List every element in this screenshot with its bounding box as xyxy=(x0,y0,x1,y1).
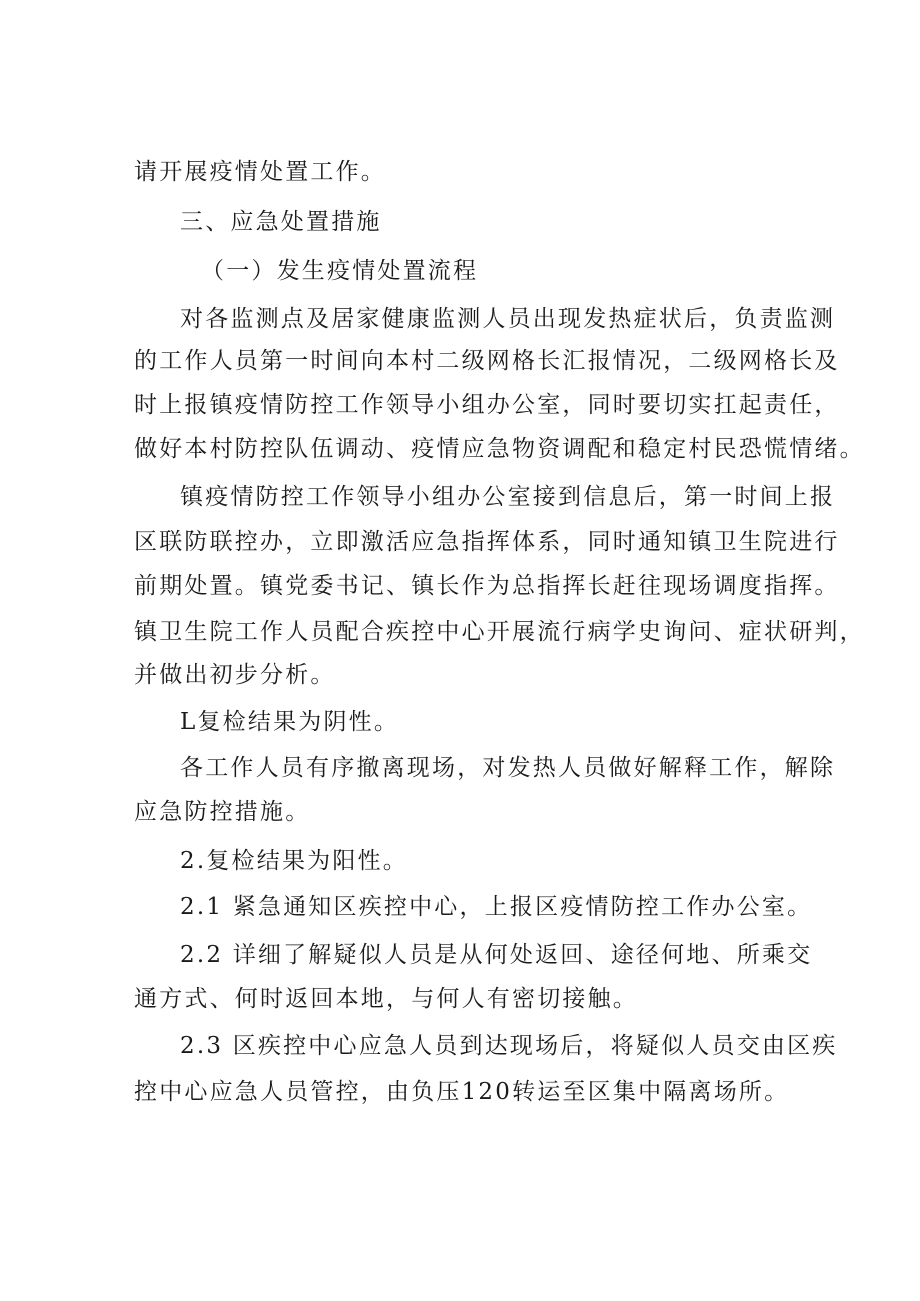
paragraph-line: 前期处置。镇党委书记、镇长作为总指挥长赶往现场调度指挥。 xyxy=(134,573,840,599)
paragraph-line: 的工作人员第一时间向本村二级网格长汇报情况，二级网格长及 xyxy=(134,348,840,374)
paragraph-line: 对各监测点及居家健康监测人员出现发热症状后，负责监测 xyxy=(180,306,836,332)
paragraph-line: 区联防联控办，立即激活应急指挥体系，同时通知镇卫生院进行 xyxy=(134,529,840,555)
list-item: 2.3 区疾控中心应急人员到达现场后，将疑似人员交由区疾 xyxy=(180,1033,838,1059)
paragraph-line: 镇疫情防控工作领导小组办公室接到信息后，第一时间上报 xyxy=(180,484,836,510)
list-item-heading: 2.复检结果为阳性。 xyxy=(180,848,408,874)
subsection-heading: （一）发生疫情处置流程 xyxy=(201,258,479,284)
section-heading: 三、应急处置措施 xyxy=(180,209,382,235)
paragraph-line: 做好本村防控队伍调动、疫情应急物资调配和稳定村民恐慌情绪。 xyxy=(134,436,865,462)
paragraph-line: 并做出初步分析。 xyxy=(134,662,336,688)
list-item: 2.1 紧急通知区疾控中心，上报区疫情防控工作办公室。 xyxy=(180,894,813,920)
text-line-continuation: 请开展疫情处置工作。 xyxy=(134,159,386,185)
paragraph-line: 通方式、何时返回本地，与何人有密切接触。 xyxy=(134,986,638,1012)
paragraph-line: 镇卫生院工作人员配合疾控中心开展流行病学史询问、症状研判， xyxy=(134,619,865,645)
list-item: 2.2 详细了解疑似人员是从何处返回、途径何地、所乘交 xyxy=(180,942,813,968)
paragraph-line: 应急防控措施。 xyxy=(134,799,311,825)
paragraph-line: 各工作人员有序撤离现场，对发热人员做好解释工作，解除 xyxy=(180,755,836,781)
list-item-heading: L复检结果为阴性。 xyxy=(180,709,400,735)
paragraph-line: 时上报镇疫情防控工作领导小组办公室，同时要切实扛起责任， xyxy=(134,392,840,418)
paragraph-line: 控中心应急人员管控，由负压120转运至区集中隔离场所。 xyxy=(134,1079,790,1105)
